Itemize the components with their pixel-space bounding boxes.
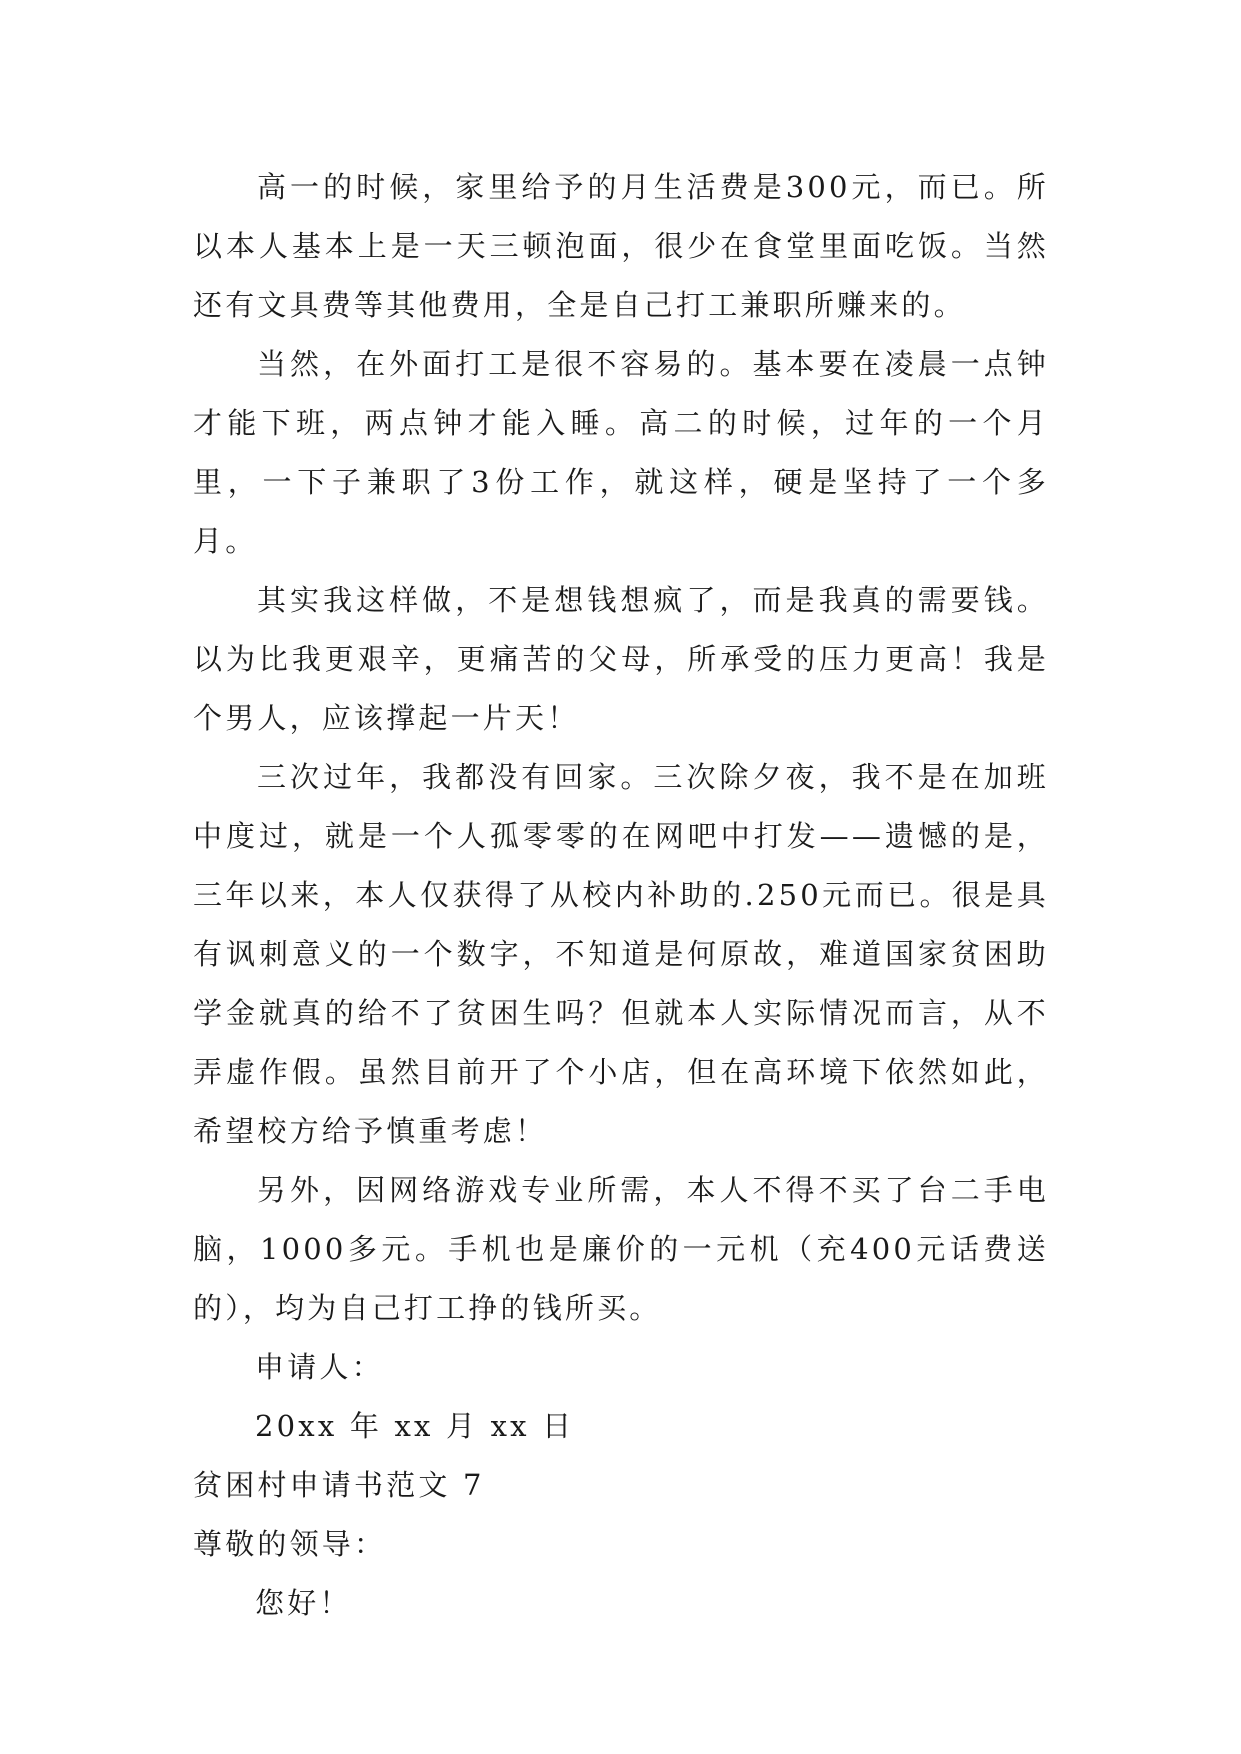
greeting: 您好！ — [255, 1586, 352, 1620]
salutation: 尊敬的领导： — [193, 1527, 387, 1561]
next-section-title: 贫困村申请书范文 7 — [193, 1468, 485, 1502]
body-paragraph-1: 高一的时候，家里给予的月生活费是300元，而已。所以本人基本上是一天三顿泡面，很少在食堂里面吃饭。当然还有文具费等其他费用，全是自己打工兼职所赚来的。 — [193, 170, 1049, 322]
date-line: 20xx 年 xx 月 xx 日 — [255, 1409, 575, 1443]
body-paragraph-4: 三次过年，我都没有回家。三次除夕夜，我不是在加班中度过，就是一个人孤零零的在网吧中打发——遗憾的是，三年以来，本人仅获得了从校内补助的.250元而已。很是具有讽刺意义的一个数字，不知道是何原故，难道国家贫困助学金就真的给不了贫困生吗？但就本人实际情况而言，从不弄虚作假。虽然目前开了个小店，但在高环境下依然如此，希望校方给予慎重考虑！ — [193, 760, 1049, 1148]
body-paragraph-2: 当然，在外面打工是很不容易的。基本要在凌晨一点钟才能下班，两点钟才能入睡。高二的时候，过年的一个月里，一下子兼职了3份工作，就这样，硬是坚持了一个多月。 — [193, 347, 1049, 558]
document-page — [193, 158, 1049, 1633]
applicant-label: 申请人： — [255, 1350, 384, 1384]
body-paragraph-3: 其实我这样做，不是想钱想疯了，而是我真的需要钱。以为比我更艰辛，更痛苦的父母，所承受的压力更高！我是个男人，应该撑起一片天！ — [193, 583, 1049, 735]
body-paragraph-5: 另外，因网络游戏专业所需，本人不得不买了台二手电脑，1000多元。手机也是廉价的一元机（充400元话费送的），均为自己打工挣的钱所买。 — [193, 1173, 1049, 1325]
